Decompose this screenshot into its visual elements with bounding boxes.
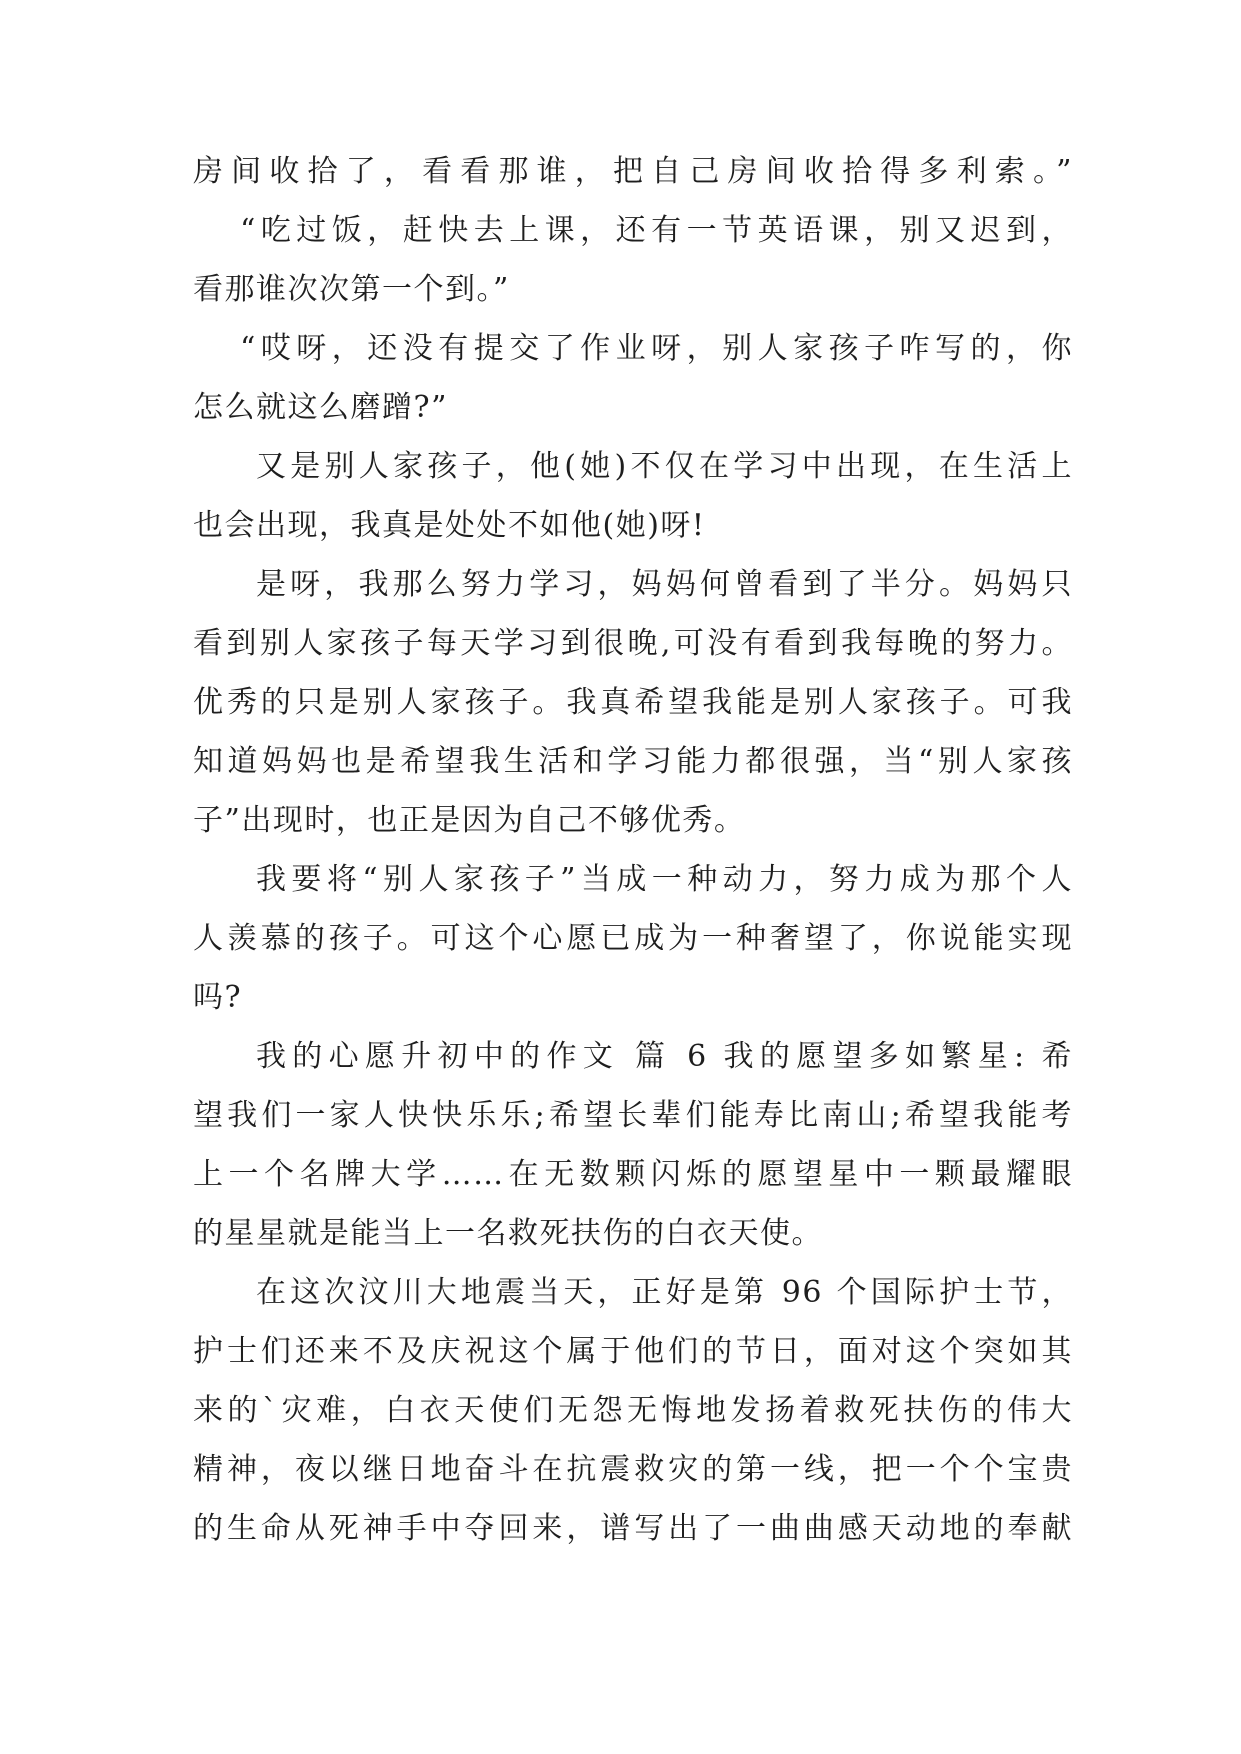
text-line: 我的心愿升初中的作文 篇 6 我的愿望多如繁星: 希 (256, 1039, 1073, 1074)
text-line: 精神，夜以继日地奋斗在抗震救灾的第一线，把一个个宝贵 (193, 1452, 1073, 1487)
text-line: 看那谁次次第一个到。” (193, 272, 510, 307)
text-line: 知道妈妈也是希望我生活和学习能力都很强，当“别人家孩 (193, 744, 1073, 779)
text-line: 我要将“别人家孩子”当成一种动力，努力成为那个人 (256, 862, 1073, 897)
text-line: 人羡慕的孩子。可这个心愿已成为一种奢望了，你说能实现 (193, 921, 1073, 956)
text-line: 看到别人家孩子每天学习到很晚,可没有看到我每晚的努力。 (193, 626, 1073, 661)
text-line: 是呀，我那么努力学习，妈妈何曾看到了半分。妈妈只 (256, 567, 1073, 602)
text-line: 的生命从死神手中夺回来，谱写出了一曲曲感天动地的奉献 (193, 1511, 1073, 1546)
text-line: 望我们一家人快快乐乐;希望长辈们能寿比南山;希望我能考 (193, 1098, 1073, 1133)
text-line: 来的`灾难，白衣天使们无怨无悔地发扬着救死扶伤的伟大 (193, 1393, 1073, 1428)
text-line: “吃过饭，赶快去上课，还有一节英语课，别又迟到， (240, 213, 1073, 248)
text-line: 又是别人家孩子，他(她)不仅在学习中出现，在生活上 (256, 449, 1073, 484)
text-line: 房间收拾了，看看那谁，把自己房间收拾得多利索。” (193, 154, 1073, 189)
text-line: 在这次汶川大地震当天，正好是第 96 个国际护士节， (256, 1275, 1073, 1310)
text-line: 的星星就是能当上一名救死扶伤的白衣天使。 (193, 1216, 823, 1251)
text-line: 子”出现时，也正是因为自己不够优秀。 (193, 803, 746, 838)
text-line: 怎么就这么磨蹭?” (193, 390, 448, 425)
text-line: 上一个名牌大学……在无数颗闪烁的愿望星中一颗最耀眼 (193, 1157, 1073, 1192)
text-line: 吗? (193, 980, 243, 1015)
text-line: 优秀的只是别人家孩子。我真希望我能是别人家孩子。可我 (193, 685, 1073, 720)
text-line: 也会出现，我真是处处不如他(她)呀! (193, 508, 706, 543)
text-line: “哎呀，还没有提交了作业呀，别人家孩子咋写的，你 (240, 331, 1073, 366)
text-line: 护士们还来不及庆祝这个属于他们的节日，面对这个突如其 (193, 1334, 1073, 1369)
